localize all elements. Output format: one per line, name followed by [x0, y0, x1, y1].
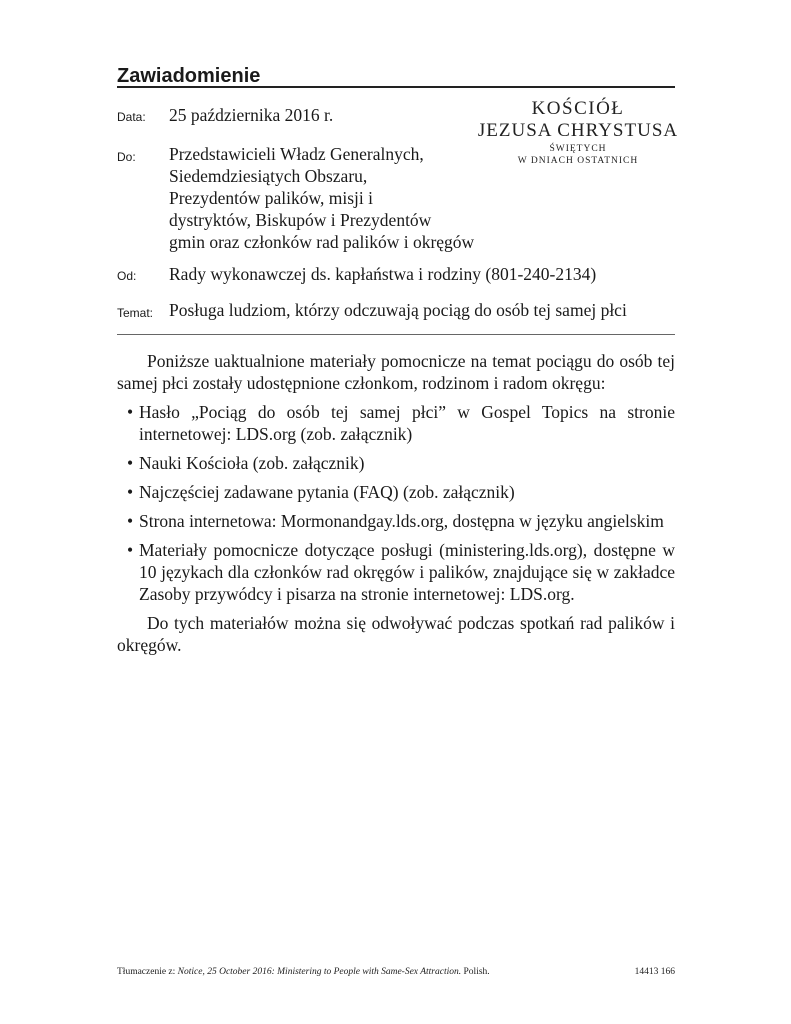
- intro-paragraph: Poniższe uaktualnione materiały pomocnicze na temat pociągu do osób tej samej płci zostały udostępnione członkom, rodzinom i radom okręgu:: [117, 351, 675, 393]
- bullet-icon: •: [127, 540, 134, 560]
- list-item: [117, 510, 675, 532]
- recipient-line: Siedemdziesiątych Obszaru,: [169, 166, 368, 186]
- translation-language: Polish.: [461, 967, 490, 977]
- bullet-icon: •: [127, 482, 134, 502]
- date-value: 25 października 2016 r.: [169, 105, 334, 125]
- bullet-icon: •: [127, 453, 134, 473]
- list-item: [117, 452, 675, 474]
- list-item: [117, 401, 675, 445]
- subject-label: Temat:: [117, 306, 154, 320]
- translation-note: [117, 966, 490, 978]
- list-item-text: Materiały pomocnicze dotyczące posługi (ministering.lds.org), dostępne w 10 językach dla członków rad okręgów i palików, znajdujące się w zakładce Zasoby przywódcy i pisarza na stronie internetowej: LDS.org.: [139, 540, 675, 604]
- header-divider: [117, 334, 675, 335]
- list-item-text: Hasło „Pociąg do osób tej samej płci” w Gospel Topics na stronie internetowej: LDS.org (zob. załącznik): [139, 402, 675, 444]
- to-recipients: [169, 143, 474, 253]
- logo-line-3: ŚWIĘTYCH: [549, 144, 607, 154]
- bullet-icon: •: [127, 402, 134, 422]
- page-title: Zawiadomienie: [117, 65, 261, 87]
- to-label: Do:: [117, 150, 136, 164]
- logo-line-2: JEZUSA CHRYSTUSA: [477, 120, 679, 141]
- resource-list: [117, 401, 675, 605]
- recipient-line: dystryktów, Biskupów i Prezydentów: [169, 210, 432, 230]
- logo-line-1: KOŚCIÓŁ: [531, 98, 625, 119]
- from-label: Od:: [117, 269, 137, 283]
- recipient-line: gmin oraz członków rad palików i okręgów: [169, 232, 475, 252]
- recipient-line: Prezydentów palików, misji i: [169, 188, 373, 208]
- title-rule: [117, 86, 675, 88]
- bullet-icon: •: [127, 511, 134, 531]
- document-code: 14413 166: [634, 967, 675, 977]
- translation-prefix: Tłumaczenie z:: [117, 967, 178, 977]
- source-title: Notice, 25 October 2016: Ministering to People with Same-Sex Attraction.: [177, 967, 462, 977]
- date-label: Data:: [117, 110, 146, 124]
- memo-body: [117, 350, 675, 656]
- list-item: [117, 481, 675, 503]
- church-logo: [470, 98, 686, 167]
- list-item: [117, 539, 675, 605]
- logo-line-4: W DNIACH OSTATNICH: [517, 156, 639, 166]
- recipient-line: Przedstawicieli Władz Generalnych,: [169, 144, 424, 164]
- list-item-text: Nauki Kościoła (zob. załącznik): [139, 453, 365, 473]
- from-value: Rady wykonawczej ds. kapłaństwa i rodziny (801-240-2134): [169, 264, 597, 284]
- subject-value: Posługa ludziom, którzy odczuwają pociąg do osób tej samej płci: [169, 300, 627, 320]
- list-item-text: Najczęściej zadawane pytania (FAQ) (zob. załącznik): [139, 482, 515, 502]
- list-item-text: Strona internetowa: Mormonandgay.lds.org, dostępna w języku angielskim: [139, 511, 664, 531]
- closing-paragraph: Do tych materiałów można się odwoływać podczas spotkań rad palików i okręgów.: [117, 613, 675, 655]
